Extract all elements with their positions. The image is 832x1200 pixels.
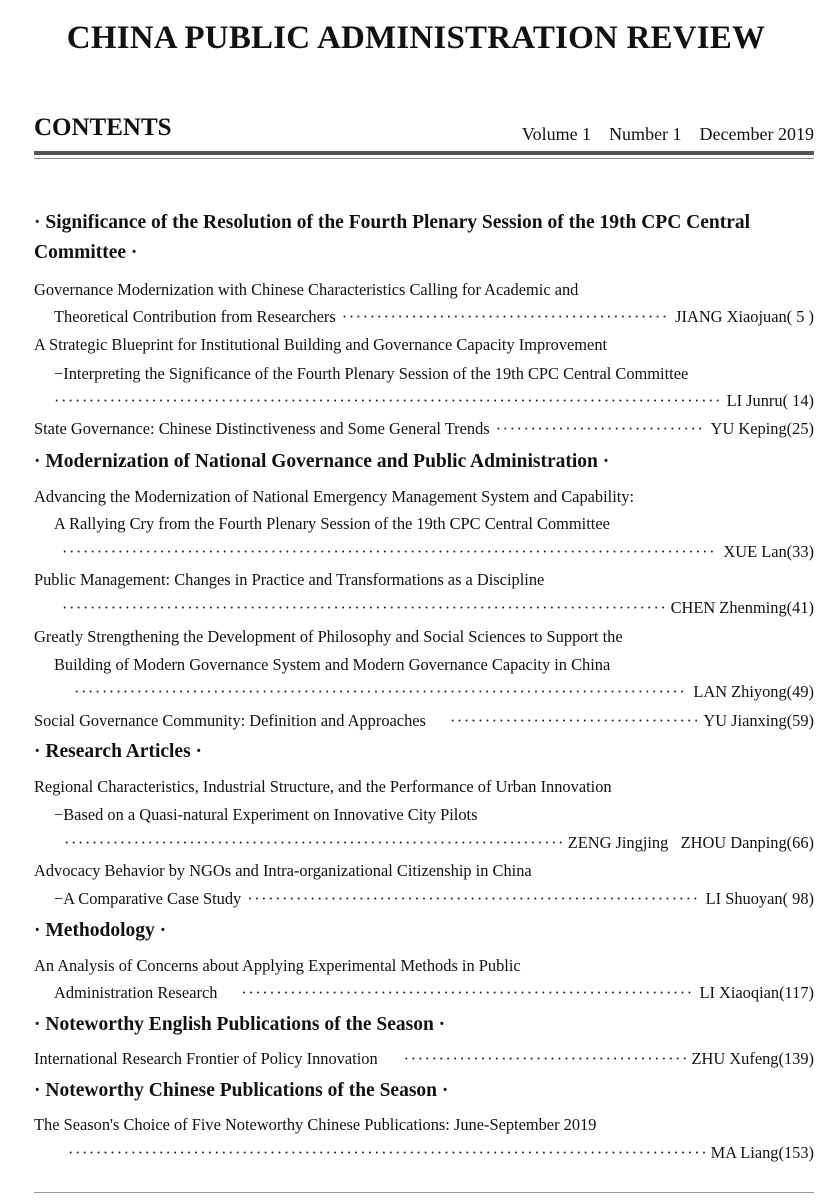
entry-title: Public Management: Changes in Practice and Transformations as a Discipline: [34, 570, 545, 589]
entry-subtitle: −Interpreting the Significance of the Fourth Plenary Session of the 19th CPC Central Committee: [54, 364, 689, 383]
section-heading: · Noteworthy English Publications of the Season ·: [34, 1014, 446, 1035]
toc-entry-row: [34, 1143, 814, 1163]
entry-subtitle: A Rallying Cry from the Fourth Plenary Session of the 19th CPC Central Committee: [54, 514, 610, 533]
dot-leader: [54, 391, 721, 411]
entry-author-page: MA Liang(153): [710, 1143, 814, 1162]
dot-leader: [74, 682, 687, 702]
entry-author-page: CHEN Zhenming(41): [670, 598, 814, 617]
toc-entry-row: [34, 542, 814, 562]
entry-author-page: LI Junru( 14): [726, 391, 814, 410]
entry-author-page: LAN Zhiyong(49): [693, 682, 814, 701]
entry-title: International Research Frontier of Policy Innovation: [34, 1049, 378, 1068]
entry-title: Greatly Strengthening the Development of Philosophy and Social Sciences to Support the: [34, 627, 623, 646]
header-rule-thick: [34, 151, 814, 155]
entry-title-continued: Theoretical Contribution from Researchers: [54, 307, 336, 326]
section-heading-continued: Committee ·: [34, 242, 138, 263]
toc-entry-row: [34, 983, 814, 1003]
toc-entry-row: [34, 307, 814, 327]
toc-entry-row: [34, 889, 814, 909]
entry-title: Regional Characteristics, Industrial Structure, and the Performance of Urban Innovation: [34, 777, 612, 796]
dot-leader: [64, 833, 562, 853]
entry-title: Social Governance Community: Definition and Approaches: [34, 711, 426, 730]
dot-leader: [496, 419, 705, 439]
section-heading: · Noteworthy Chinese Publications of the Season ·: [34, 1080, 449, 1101]
dot-leader: [342, 307, 669, 327]
toc-entry-row: [34, 682, 814, 702]
toc-entry-row: [34, 598, 814, 618]
contents-heading: CONTENTS: [34, 114, 172, 141]
entry-subtitle: −A Comparative Case Study: [54, 889, 242, 908]
section-heading: · Research Articles ·: [34, 741, 203, 762]
entry-title: A Strategic Blueprint for Institutional Building and Governance Capacity Improvement: [34, 335, 608, 354]
dot-leader: [62, 542, 717, 562]
dot-leader: [404, 1049, 686, 1069]
entry-title: Governance Modernization with Chinese Characteristics Calling for Academic and: [34, 280, 579, 299]
entry-author-page: JIANG Xiaojuan( 5 ): [675, 307, 814, 326]
entry-author-page: LI Shuoyan( 98): [705, 889, 814, 908]
dot-leader: [450, 711, 697, 731]
entry-title: Advocacy Behavior by NGOs and Intra-organizational Citizenship in China: [34, 861, 532, 880]
entry-author-page: ZHU Xufeng(139): [691, 1049, 814, 1068]
dot-leader: [62, 598, 665, 618]
journal-title: CHINA PUBLIC ADMINISTRATION REVIEW: [66, 20, 766, 56]
issue-info: [504, 124, 814, 145]
toc-entry-row: [34, 1049, 814, 1069]
dot-leader: [247, 889, 699, 909]
volume: Volume 1: [521, 124, 592, 144]
toc-entry-row: [34, 419, 814, 439]
dot-leader: [241, 983, 693, 1003]
entry-title: Advancing the Modernization of National Emergency Management System and Capability:: [34, 487, 635, 506]
entry-title-continued: Building of Modern Governance System and Modern Governance Capacity in China: [54, 655, 611, 674]
section-heading: · Modernization of National Governance and Public Administration ·: [34, 451, 610, 472]
entry-author-page: ZENG Jingjing ZHOU Danping(66): [567, 833, 814, 852]
entry-title: State Governance: Chinese Distinctiveness and Some General Trends: [34, 419, 490, 438]
header-rule-thin: [34, 158, 814, 159]
entry-subtitle: −Based on a Quasi-natural Experiment on Innovative City Pilots: [54, 805, 478, 824]
entry-title: The Season's Choice of Five Noteworthy Chinese Publications: June-September 2019: [34, 1115, 597, 1134]
entry-author-page: LI Xiaoqian(117): [699, 983, 814, 1002]
issue-date: December 2019: [699, 124, 814, 144]
toc-entry-row: [34, 833, 814, 853]
entry-title: An Analysis of Concerns about Applying Experimental Methods in Public: [34, 956, 521, 975]
entry-author-page: YU Keping(25): [710, 419, 814, 438]
entry-author-page: YU Jianxing(59): [703, 711, 814, 730]
toc-entry-row: [34, 391, 814, 411]
issue-number: Number 1: [609, 124, 682, 144]
entry-title-continued: Administration Research: [54, 983, 218, 1002]
section-heading: · Significance of the Resolution of the Fourth Plenary Session of the 19th CPC Central: [34, 212, 751, 233]
toc-entry-row: [34, 711, 814, 731]
entry-author-page: XUE Lan(33): [723, 542, 814, 561]
dot-leader: [68, 1143, 705, 1163]
footer-rule: [34, 1192, 814, 1193]
section-heading: · Methodology ·: [34, 920, 167, 941]
